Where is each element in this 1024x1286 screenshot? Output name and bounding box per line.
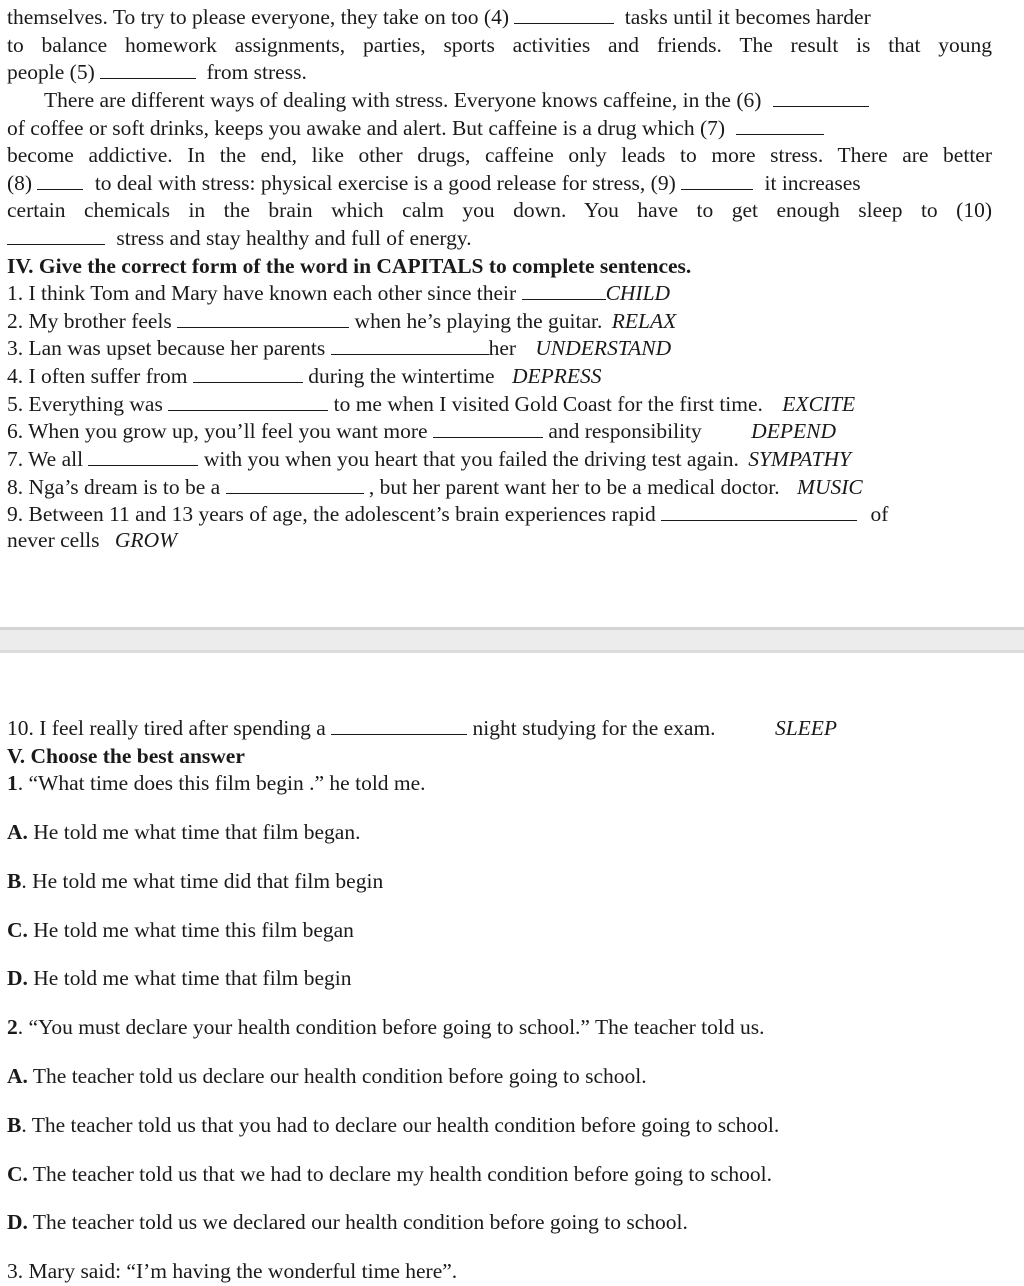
- mc-q1-option-c[interactable]: C. He told me what time this film began: [7, 918, 354, 942]
- page-divider-bottom: [0, 650, 1024, 653]
- word-form-blank-6[interactable]: [433, 418, 543, 438]
- passage-line-4: There are different ways of dealing with stress. Everyone knows caffeine, in the (6): [7, 87, 992, 115]
- blank-7[interactable]: [736, 115, 824, 135]
- blank-4[interactable]: [514, 4, 614, 24]
- blank-6[interactable]: [773, 87, 869, 107]
- mc-q1-option-a[interactable]: A. He told me what time that film began.: [7, 820, 361, 844]
- mc-q2-option-d[interactable]: D. The teacher told us we declared our health condition before going to school.: [7, 1210, 688, 1234]
- passage-line-8: certain chemicals in the brain which calm you down. You have to get enough sleep to (10): [7, 198, 992, 222]
- mc-question-3: 3. Mary said: “I’m having the wonderful time here”.: [7, 1259, 458, 1283]
- word-form-blank-4[interactable]: [193, 363, 303, 383]
- word-form-blank-3[interactable]: [331, 335, 489, 355]
- mc-q1-option-d[interactable]: D. He told me what time that film begin: [7, 966, 352, 990]
- passage-line-1: themselves. To try to please everyone, they take on too (4) tasks until it becomes harder: [7, 5, 871, 29]
- passage-line-6: become addictive. In the end, like other drugs, caffeine only leads to more stress. There are better: [7, 143, 992, 167]
- blank-8[interactable]: [37, 170, 83, 190]
- word-form-q4: 4. I often suffer from during the wintertime DEPRESS: [7, 364, 602, 388]
- passage-line-9: stress and stay healthy and full of energy.: [7, 225, 992, 253]
- word-form-q7: 7. We all with you when you heart that you failed the driving test again. SYMPATHY: [7, 447, 851, 471]
- word-form-blank-1[interactable]: [522, 280, 606, 300]
- passage-line-2: to balance homework assignments, parties, sports activities and friends. The result is that young: [7, 33, 992, 57]
- word-form-q6: 6. When you grow up, you’ll feel you want more and responsibility DEPEND: [7, 419, 836, 443]
- word-form-blank-5[interactable]: [168, 391, 328, 411]
- blank-10[interactable]: [7, 225, 105, 245]
- word-form-q10: 10. I feel really tired after spending a night studying for the exam. SLEEP: [7, 716, 838, 740]
- word-form-blank-2[interactable]: [177, 308, 349, 328]
- word-form-blank-10[interactable]: [331, 715, 467, 735]
- blank-5[interactable]: [100, 59, 196, 79]
- word-form-blank-8[interactable]: [226, 474, 364, 494]
- page-divider: [0, 630, 1024, 650]
- word-form-q9-cont: never cells GROW: [7, 528, 178, 552]
- word-form-blank-9[interactable]: [661, 501, 857, 521]
- mc-q2-option-b[interactable]: B. The teacher told us that you had to declare our health condition before going to school.: [7, 1113, 780, 1137]
- section-iv-heading: IV. Give the correct form of the word in CAPITALS to complete sentences.: [7, 254, 692, 278]
- word-form-q1: 1. I think Tom and Mary have known each other since their CHILD: [7, 281, 671, 305]
- mc-q2-option-c[interactable]: C. The teacher told us that we had to declare my health condition before going to school.: [7, 1162, 773, 1186]
- mc-question-2: 2. “You must declare your health condition before going to school.” The teacher told us.: [7, 1015, 765, 1039]
- word-form-blank-7[interactable]: [88, 446, 198, 466]
- mc-q2-option-a[interactable]: A. The teacher told us declare our health condition before going to school.: [7, 1064, 647, 1088]
- word-form-q5: 5. Everything was to me when I visited Gold Coast for the first time. EXCITE: [7, 392, 856, 416]
- section-v-heading: V. Choose the best answer: [7, 744, 245, 768]
- mc-question-1: 1. “What time does this film begin .” he told me.: [7, 771, 426, 795]
- passage-line-7: (8) to deal with stress: physical exercise is a good release for stress, (9) it increases: [7, 171, 861, 195]
- mc-q1-option-b[interactable]: B. He told me what time did that film begin: [7, 869, 384, 893]
- word-form-q3: 3. Lan was upset because her parents her UNDERSTAND: [7, 336, 672, 360]
- blank-9[interactable]: [681, 170, 753, 190]
- word-form-q9: 9. Between 11 and 13 years of age, the adolescent’s brain experiences rapid of: [7, 502, 889, 526]
- word-form-q2: 2. My brother feels when he’s playing the guitar. RELAX: [7, 309, 677, 333]
- word-form-q8: 8. Nga’s dream is to be a , but her parent want her to be a medical doctor. MUSIC: [7, 475, 863, 499]
- passage-line-5: of coffee or soft drinks, keeps you awake and alert. But caffeine is a drug which (7): [7, 115, 992, 143]
- passage-line-3: people (5) from stress.: [7, 60, 307, 84]
